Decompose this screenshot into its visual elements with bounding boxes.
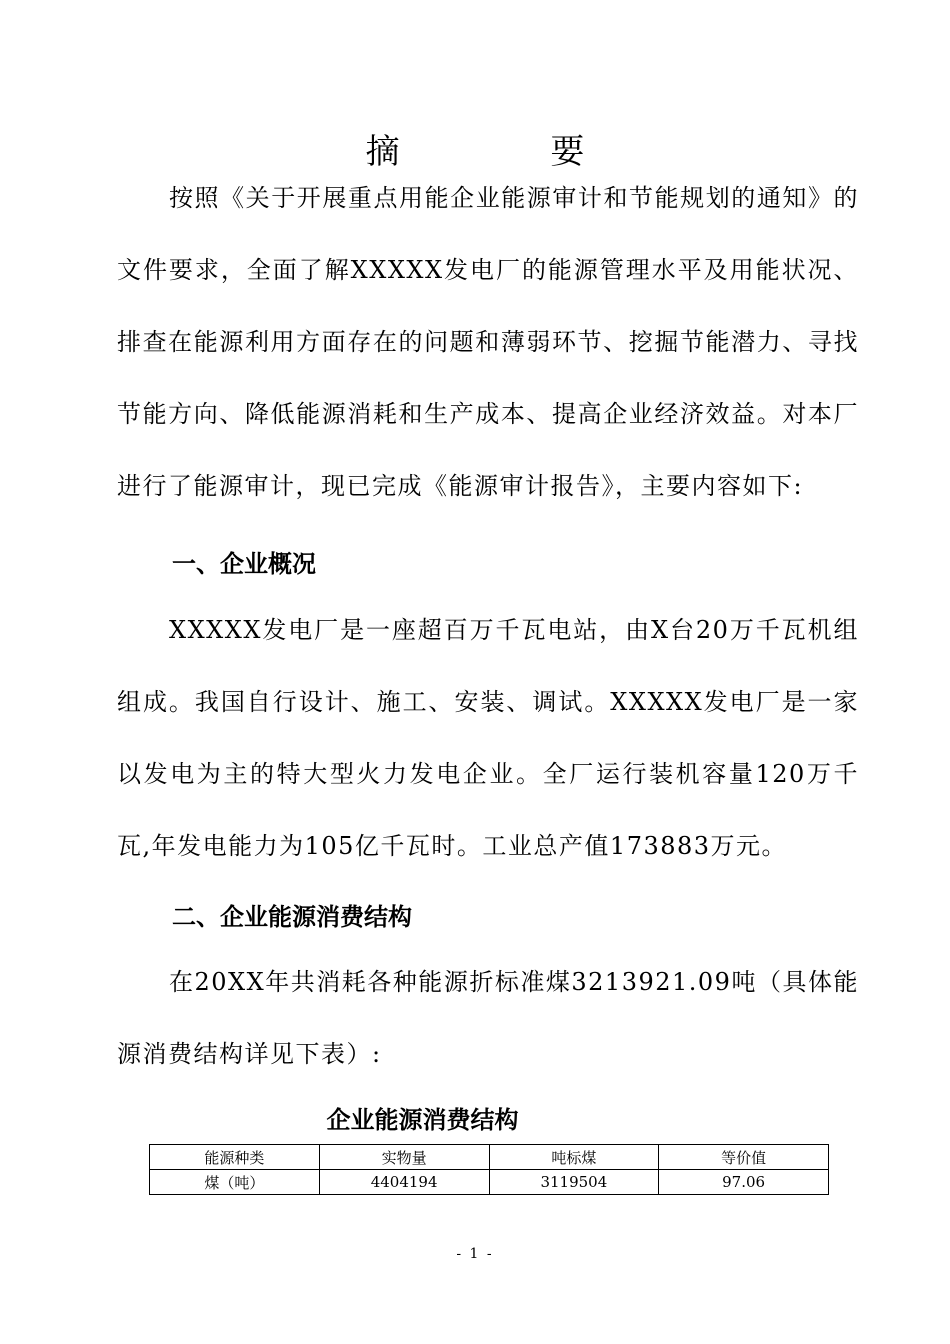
- table-header-row: [150, 1145, 829, 1170]
- overview-paragraph: XXXXX发电厂是一座超百万千瓦电站，由X台20万千瓦机组组成。我国自行设计、施工、安装、调试。XXXXX发电厂是一家以发电为主的特大型火力发电企业。全厂运行装机容量120万千瓦,年发电能力为105亿千瓦时。工业总产值173883万元。: [117, 616, 859, 860]
- table-cell: 97.06: [659, 1170, 829, 1195]
- table-row: [150, 1170, 829, 1195]
- document-title: 摘 要: [365, 132, 655, 172]
- intro-paragraph: 按照《关于开展重点用能企业能源审计和节能规划的通知》的文件要求，全面了解XXXXX发电厂的能源管理水平及用能状况、排查在能源利用方面存在的问题和薄弱环节、挖掘节能潜力、寻找节能方向、降低能源消耗和生产成本、提高企业经济效益。对本厂进行了能源审计，现已完成《能源审计报告》，主要内容如下:: [117, 184, 859, 500]
- page-number: - 1 -: [456, 1246, 494, 1262]
- table-header-cell: 实物量: [319, 1145, 489, 1170]
- table-header-cell: 能源种类: [150, 1145, 320, 1170]
- table-cell: 4404194: [319, 1170, 489, 1195]
- table-header-cell: 吨标煤: [489, 1145, 659, 1170]
- section-heading-overview: 一、企业概况: [172, 550, 316, 578]
- table-cell: 3119504: [489, 1170, 659, 1195]
- energy-structure-paragraph: 在20XX年共消耗各种能源折标准煤3213921.09吨（具体能源消费结构详见下表）:: [117, 968, 859, 1068]
- table-header-cell: 等价值: [659, 1145, 829, 1170]
- table-cell: 煤（吨）: [150, 1170, 320, 1195]
- table-title: 企业能源消费结构: [326, 1106, 519, 1134]
- section-heading-energy-structure: 二、企业能源消费结构: [172, 903, 412, 931]
- energy-consumption-table: [149, 1144, 829, 1195]
